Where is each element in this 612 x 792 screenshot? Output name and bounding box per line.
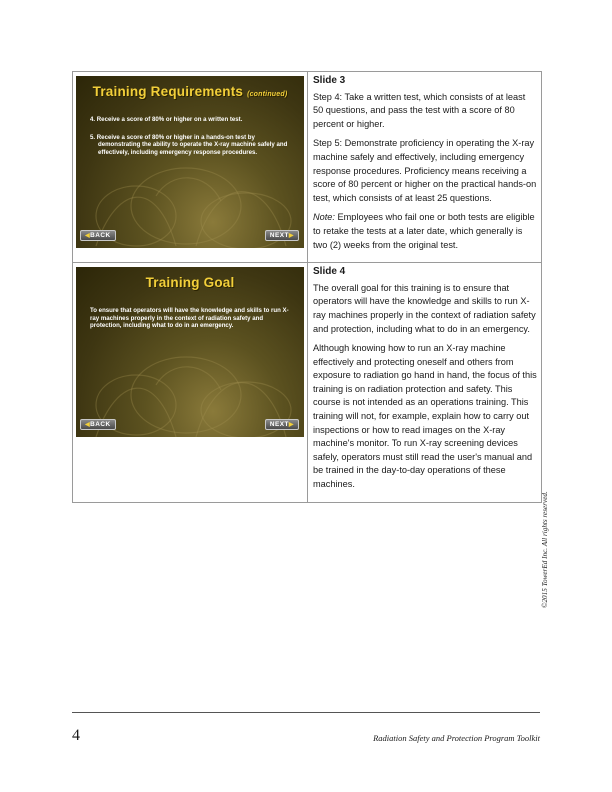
back-button[interactable]: ◀BACK: [80, 230, 116, 241]
footer-title: Radiation Safety and Protection Program Toolkit: [373, 733, 540, 743]
note-text: Employees who fail one or both tests are eligible to retake the tests at a later date, which generally is two (2) weeks from the original test.: [313, 212, 535, 250]
notes-paragraph: Although knowing how to run an X-ray machine effectively and protecting oneself and others from exposure to radiation go hand in hand, the focus of this training is on radiation protection and safety. This course is not intended as an operations training. This training will not, for example, explain how to carry out inspections or how to read images on the X-ray machine's monitor. To run X-ray screening devices safely, operators must still read the user's manual and be trained in the day-to-day operations of these machines.: [313, 343, 537, 490]
slide-item: 4. Receive a score of 80% or higher on a written test.: [90, 116, 243, 123]
arrow-right-icon: ▶: [288, 422, 294, 429]
notes-paragraph: Step 5: Demonstrate proficiency in operating the X-ray machine safely and effectively, including emergency response procedures. Proficiency means receiving a score of 80 percent or higher on the practical hands-on test, which consists of at least 25 questions.: [313, 138, 537, 203]
slide-number-label: Slide 3: [313, 75, 346, 86]
footer-divider: [72, 712, 540, 713]
slide-heading-note: (continued): [247, 91, 288, 98]
slide-thumbnail-cell: [73, 72, 308, 262]
arrow-left-icon: ◀: [85, 422, 91, 429]
next-button[interactable]: NEXT▶: [265, 230, 299, 241]
slide-number-label: Slide 4: [313, 266, 346, 278]
slide-background-pattern: [76, 267, 304, 437]
slide-background-pattern: [76, 76, 304, 248]
slide-notes-table: [72, 71, 542, 503]
slide-heading: Training Requirements (continued): [92, 84, 288, 99]
next-button[interactable]: NEXT▶: [265, 419, 299, 430]
note-prefix: Note:: [313, 212, 335, 223]
slide-image: [76, 76, 304, 248]
page-number: 4: [72, 727, 80, 744]
slide-notes-cell: [308, 72, 541, 262]
copyright-notice: ©2015 TowerEd Inc. All rights reserved.: [541, 491, 549, 608]
notes-note: [313, 211, 537, 252]
slide-body: To ensure that operators will have the knowledge and skills to run X-ray machines properly in the context of radiation safety and protection, including what to do in an emergency.: [90, 307, 289, 329]
notes-paragraph: The overall goal for this training is to ensure that operators will have the knowledge and skills to run X-ray machines properly in the context of radiation safety and protection, including what to do in an emergency.: [313, 282, 536, 334]
slide-item: 5. Receive a score of 80% or higher in a hands-on test by demonstrating the ability to operate the X-ray machine safely and effectively, including emergency response procedures.: [90, 134, 288, 156]
table-row: [73, 263, 541, 502]
back-button[interactable]: ◀BACK: [80, 419, 116, 430]
notes-paragraph: Step 4: Take a written test, which consists of at least 50 questions, and pass the test with a score of 80 percent or higher.: [313, 91, 526, 129]
slide-thumbnail-cell: [73, 263, 308, 502]
slide-notes-cell: [308, 263, 541, 502]
slide-heading: Training Goal: [145, 275, 235, 291]
slide-image: [76, 267, 304, 437]
table-row: [73, 72, 541, 263]
arrow-right-icon: ▶: [288, 233, 294, 239]
arrow-left-icon: ◀: [85, 233, 91, 239]
